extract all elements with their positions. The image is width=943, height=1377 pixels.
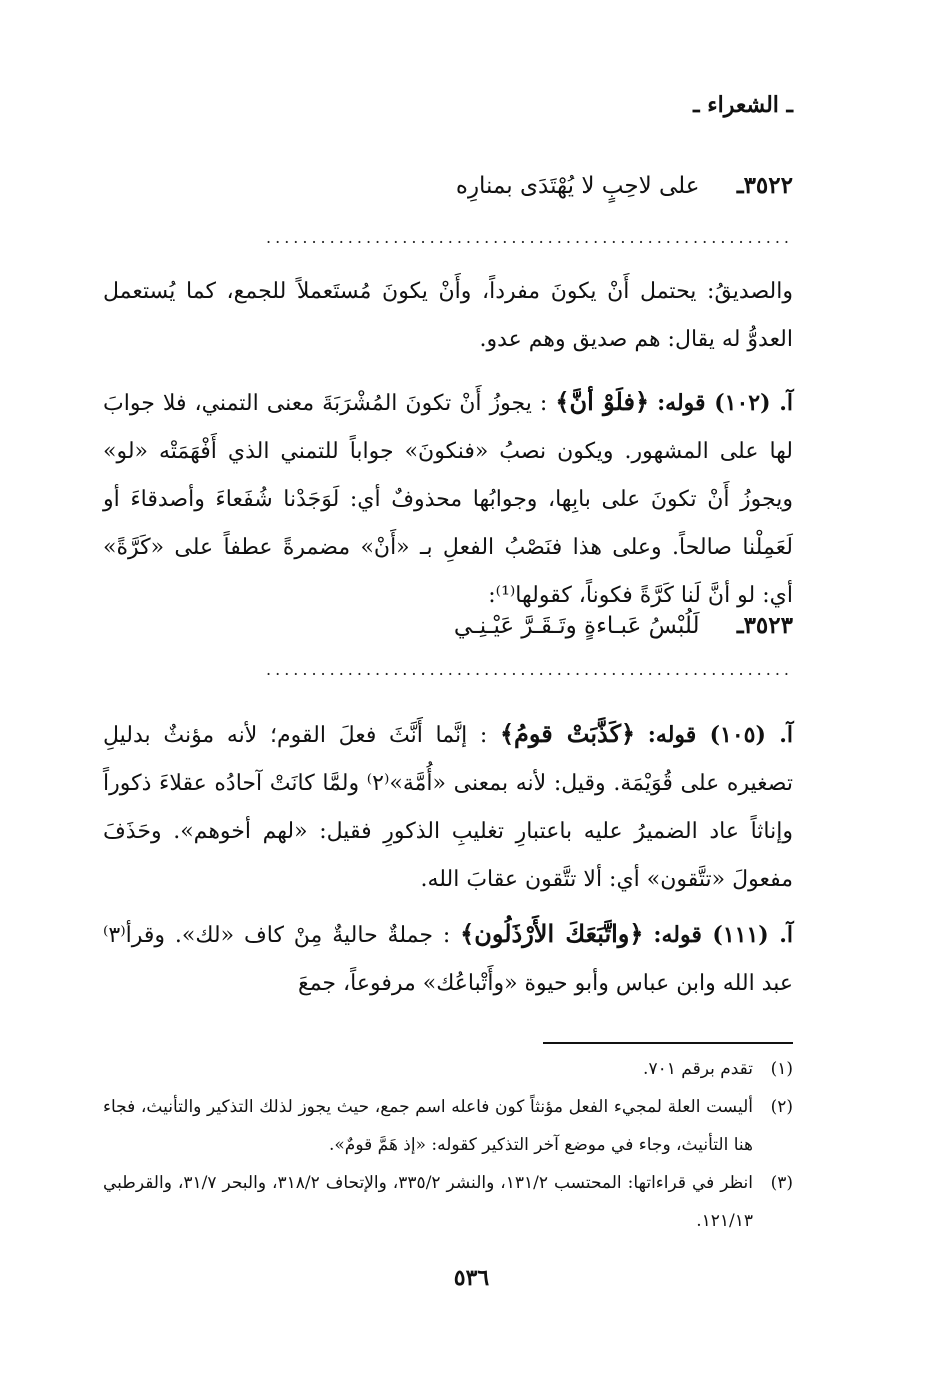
verse-reference: آ. (١٠٢) قوله: [657,390,794,416]
footnote-number: (٣) [770,1173,793,1193]
footnote-divider [543,1042,793,1044]
surah-title: ـ الشعراء ـ [693,92,793,118]
paragraph-text: : يجوزُ أَنْ تكونَ المُشْرَبَةَ معنى التمني، فلا جوابَ لها على المشهور. ويكون نصبُ «فنكونَ» جواباً للتمني الذي أَفْهَمَتْه «لو» ويجوزُ أَنْ تكونَ على بابِها، وجوابُها محذوفٌ أي: لَوَجَدْنا شُفَعاءَ وأصدقاءَ أو لَعَمِلْنا صالحاً. وعلى هذا فنَصْبُ الفعلِ بـ «أَنْ» مضمرةً عطفاً على «كَرَّةً» أي: لو أنَّ لَنا كَرَّةً فكوناً، كقولها⁽¹⁾: [103,391,793,608]
footnote-3 [103,1164,793,1240]
verse-text: لَلُبْسُ عَبـاءةٍ وتَـقَـرَّ عَيْـنِـي [453,613,700,639]
verse-number: ٣٥٢٢ـ [736,172,793,199]
quran-quote: ﴿واتَّبَعَكَ الأَرْذَلُون﴾ [460,919,644,948]
paragraph-4 [103,910,793,1008]
page-header [693,92,793,118]
footnote-text: أليست العلة لمجيء الفعل مؤنثاً كون فاعله اسم جمع، حيث يجوز لذلك التذكير والتأنيث، فجاء هنا التأنيث، وجاء في موضع آخر التذكير كقوله: «إذ هَمَّ قومٌ». [103,1097,753,1155]
verse-reference: آ. (١١١) قوله: [653,922,793,948]
verse-text: على لاحِبٍ لا يُهْتَدَى بمنارِه [455,173,700,199]
verse-3523 [454,612,793,639]
page-number: ٥٣٦ [453,1265,490,1291]
verse-reference: آ. (١٠٥) قوله: [647,722,794,748]
footnote-text: انظر في قراءاتها: المحتسب ١٣١/٢، والنشر ٣٣٥/٢، والإتحاف ٣١٨/٢، والبحر ٣١/٧، والقرطبي ١٢١/١٣. [103,1173,754,1231]
paragraph-text: : إنَّما أَنَّثَ فعلَ القوم؛ لأنه مؤنثٌ بدليلِ تصغيره على قُوَيْمَة. وقيل: لأنه بمعنى «أُمَّة»⁽٢⁾ ولمَّا كانَتْ آحادُه عقلاءَ ذكوراً وإناثاً عاد الضميرُ عليه باعتبارِ تغليبِ الذكورِ فقيل: «لهم أخوهم». وحَذَفَ مفعولَ «تتَّقون» أي: ألا تتَّقون عقابَ الله. [103,723,793,892]
footnote-1 [103,1050,793,1088]
paragraph-2 [103,378,793,620]
paragraph-text: : جملةٌ حاليةٌ مِنْ كاف «لك». وقرأ⁽٣⁾ عبد الله وابن عباس وأبو حيوة «وأَتْباعُك» مرفوعاً، جمعَ [103,923,793,996]
footnote-number: (٢) [770,1097,793,1117]
verse-number: ٣٥٢٣ـ [736,612,793,639]
paragraph-1 [103,268,793,364]
paragraph-3 [103,710,793,904]
paragraph-text: والصديقُ: يحتمل أَنْ يكونَ مفرداً، وأَنْ يكونَ مُستَعملاً للجمع، كما يُستعمل العدوُّ له يقال: هم صديق وهم عدو. [103,279,793,352]
footnotes [103,1050,793,1240]
footnote-2 [103,1088,793,1164]
footnote-number: (١) [770,1059,793,1079]
quran-quote: ﴿كَذَّبَتْ قومُ﴾ [499,719,636,748]
dotted-separator: .......................................................... [266,660,793,679]
quran-quote: ﴿فلَوْ أنَّ﴾ [555,387,650,416]
footnote-text: تقدم برقم ٧٠١. [643,1059,753,1079]
dotted-separator: .......................................................... [266,228,793,247]
verse-3522 [456,172,793,199]
